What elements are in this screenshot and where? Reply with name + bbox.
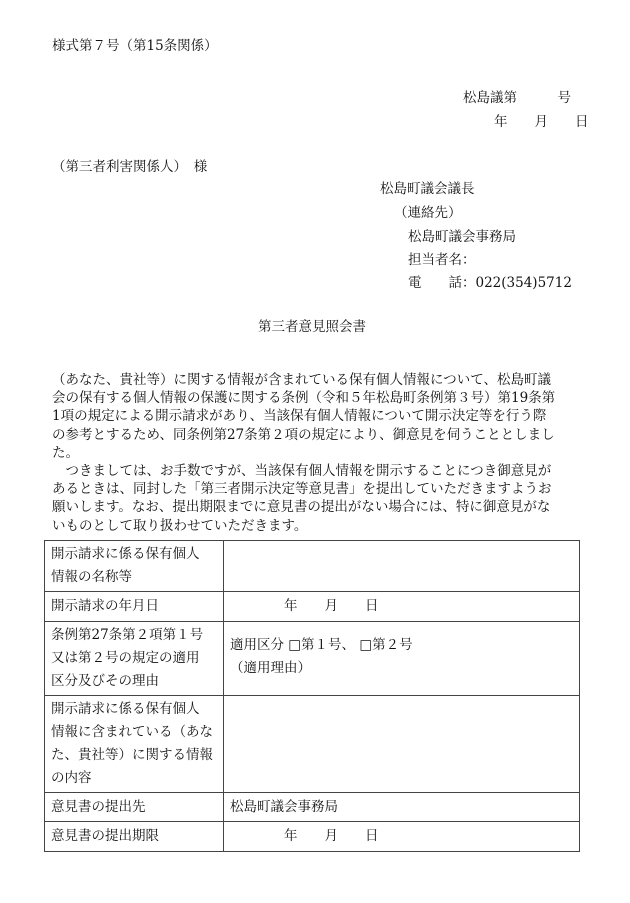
label-line: 意見書の提出期限 bbox=[51, 828, 159, 844]
row-label bbox=[45, 696, 224, 793]
label-line: 情報の名称等 bbox=[51, 569, 132, 585]
contact-phone: 電 話：022(354)5712 bbox=[408, 275, 572, 291]
row-label bbox=[45, 541, 224, 592]
contact-person: 担当者名： bbox=[408, 252, 476, 268]
row-label bbox=[45, 793, 224, 822]
row-value[interactable] bbox=[224, 696, 580, 793]
contact-office: 松島町議会事務局 bbox=[408, 229, 516, 245]
label-line: た、貴社等）に関する情報 bbox=[51, 747, 213, 763]
table-row bbox=[45, 592, 580, 622]
label-line: 開示請求の年月日 bbox=[51, 598, 159, 614]
body-line: あるときは、同封した「第三者開示決定等意見書」を提出していただきますようお bbox=[52, 481, 552, 498]
table-row bbox=[45, 793, 580, 822]
row-value[interactable] bbox=[224, 541, 580, 592]
row-value[interactable] bbox=[224, 793, 580, 822]
form-label: 様式第７号（第15条関係） bbox=[52, 38, 218, 54]
addressee: （第三者利害関係人） 様 bbox=[52, 159, 208, 175]
label-line: 開示請求に係る保有個人 bbox=[51, 546, 200, 562]
table-row bbox=[45, 541, 580, 592]
value-line: 適用区分 □第１号、 □第２号 bbox=[230, 637, 413, 653]
body-line: た。 bbox=[52, 444, 79, 461]
label-line: 開示請求に係る保有個人 bbox=[51, 701, 200, 717]
value-line: 松島町議会事務局 bbox=[230, 798, 338, 815]
contact-label: （連絡先） bbox=[394, 205, 462, 221]
body-line: 1項の規定による開示請求があり、当該保有個人情報について開示決定等を行う際 bbox=[52, 408, 547, 425]
value-line: 年 月 日 bbox=[230, 598, 379, 614]
opinion-table bbox=[44, 540, 580, 852]
row-value[interactable] bbox=[224, 592, 580, 622]
label-line: 又は第２号の規定の適用 bbox=[51, 650, 200, 666]
row-label bbox=[45, 622, 224, 696]
row-label bbox=[45, 592, 224, 622]
row-value[interactable] bbox=[224, 622, 580, 696]
table-row bbox=[45, 822, 580, 852]
document-number: 松島議第 号 bbox=[463, 90, 571, 106]
document-date: 年 月 日 bbox=[494, 114, 589, 130]
label-line: 区分及びその理由 bbox=[51, 673, 159, 689]
body-line: つきましては、お手数ですが、当該保有個人情報を開示することにつき御意見が bbox=[52, 463, 552, 480]
label-line: 意見書の提出先 bbox=[51, 798, 146, 815]
body-line: （あなた、貴社等）に関する情報が含まれている保有個人情報について、松島町議 bbox=[52, 372, 551, 388]
row-label bbox=[45, 822, 224, 852]
label-line: の内容 bbox=[51, 770, 92, 786]
body-text bbox=[52, 371, 582, 535]
value-line: （適用理由） bbox=[230, 660, 311, 676]
body-line: 会の保有する個人情報の保護に関する条例（令和５年松島町条例第３号）第19条第 bbox=[52, 390, 556, 407]
table-row bbox=[45, 696, 580, 793]
body-line: 願いします。なお、提出期限までに意見書の提出がない場合には、特に御意見がな bbox=[52, 499, 551, 516]
sender-title: 松島町議会議長 bbox=[380, 181, 475, 197]
table-row bbox=[45, 622, 580, 696]
value-line: 年 月 日 bbox=[230, 828, 379, 844]
label-line: 条例第27条第２項第１号 bbox=[51, 627, 204, 643]
body-line: いものとして取り扱わせていただきます。 bbox=[52, 517, 308, 534]
document-title: 第三者意見照会書 bbox=[258, 319, 366, 335]
label-line: 情報に含まれている（あな bbox=[51, 724, 213, 740]
row-value[interactable] bbox=[224, 822, 580, 852]
body-line: の参考とするため、同条例第27条第２項の規定により、御意見を伺うこととしまし bbox=[52, 426, 555, 443]
